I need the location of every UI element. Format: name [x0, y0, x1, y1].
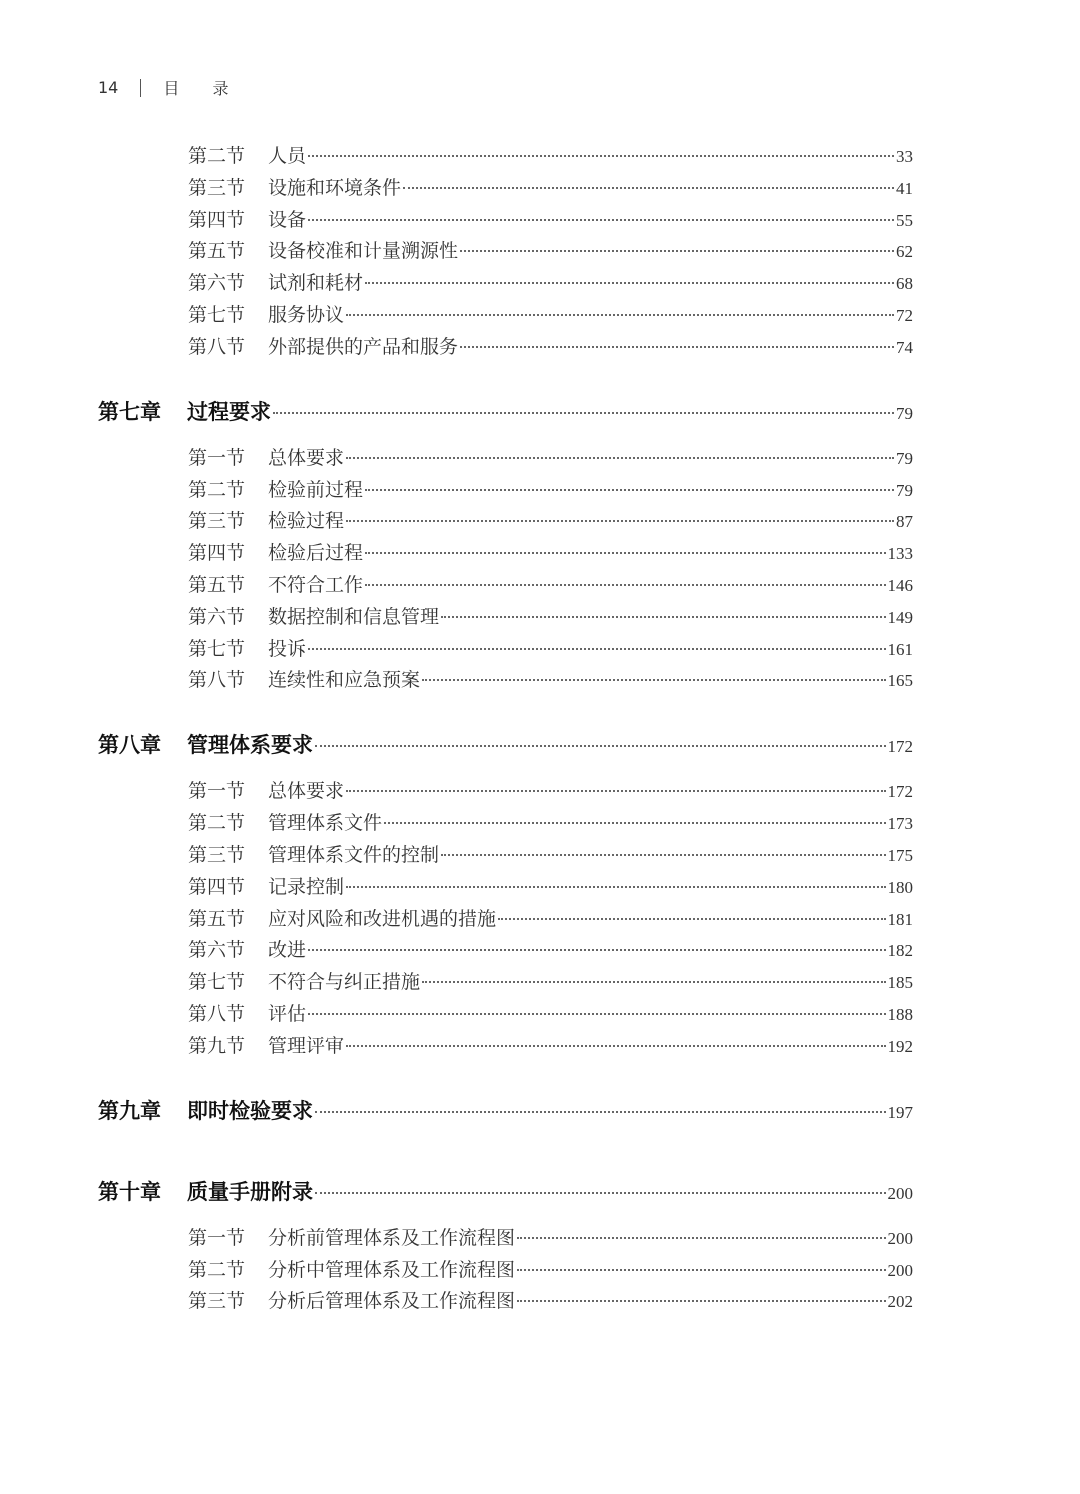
section-number: 第三节	[188, 844, 246, 866]
section-title: 分析中管理体系及工作流程图	[268, 1258, 516, 1281]
toc-section-row	[188, 141, 913, 168]
toc-section-row	[188, 1223, 913, 1250]
chapter-number: 第九章	[98, 1097, 161, 1123]
section-title: 数据控制和信息管理	[268, 605, 440, 628]
chapter-title: 过程要求	[187, 398, 271, 424]
section-title: 分析前管理体系及工作流程图	[268, 1226, 516, 1249]
toc-section-row	[188, 506, 913, 533]
section-title: 检验前过程	[268, 478, 364, 501]
section-title: 检验后过程	[268, 542, 364, 565]
dot-leader	[308, 1013, 885, 1015]
toc-section-row	[188, 443, 913, 470]
section-number: 第四节	[188, 875, 246, 898]
toc-chapter-row	[98, 1176, 913, 1206]
toc-section-row	[188, 904, 913, 931]
section-number: 第五节	[188, 574, 246, 596]
page-reference: 197	[887, 1102, 913, 1122]
toc-section-row	[188, 967, 913, 994]
toc-section-row	[188, 665, 913, 692]
page-reference: 165	[887, 671, 913, 691]
dot-leader	[517, 1300, 885, 1302]
section-number: 第一节	[188, 780, 246, 803]
dot-leader	[308, 155, 894, 157]
dot-leader	[441, 616, 885, 618]
section-number: 第七节	[188, 637, 246, 660]
section-number: 第二节	[188, 478, 246, 501]
chapter-number: 第七章	[98, 398, 161, 424]
page-reference: 79	[896, 403, 913, 423]
section-number: 第五节	[188, 240, 246, 263]
page-reference: 72	[896, 306, 913, 325]
page-reference: 173	[887, 814, 913, 834]
page-reference: 172	[887, 737, 913, 757]
page-reference: 41	[896, 178, 913, 198]
dot-leader	[365, 584, 885, 586]
dot-leader	[346, 314, 894, 316]
section-title: 服务协议	[268, 304, 345, 326]
page-reference: 62	[896, 242, 913, 262]
section-title: 外部提供的产品和服务	[268, 335, 459, 358]
toc-chapter-row	[98, 1095, 913, 1125]
section-number: 第四节	[188, 208, 246, 231]
section-number: 第三节	[188, 1290, 246, 1313]
toc-section-row	[188, 236, 913, 263]
page-reference: 200	[887, 1228, 913, 1248]
dot-leader	[365, 282, 894, 284]
section-number: 第二节	[188, 812, 246, 835]
section-title: 不符合与纠正措施	[268, 971, 421, 994]
section-title: 设备	[268, 208, 307, 231]
section-title: 人员	[268, 145, 307, 167]
dot-leader	[308, 949, 885, 951]
toc-section-row	[188, 840, 913, 867]
dot-leader	[517, 1269, 885, 1271]
section-title: 评估	[268, 1003, 307, 1025]
dot-leader	[460, 346, 894, 348]
toc-section-row	[188, 1255, 913, 1282]
toc-section-row	[188, 300, 913, 327]
header-title: 目 录	[163, 79, 243, 98]
dot-leader	[346, 790, 885, 792]
section-number: 第三节	[188, 510, 246, 533]
toc-section-row	[188, 935, 913, 962]
dot-leader	[346, 1045, 885, 1047]
page-reference: 68	[896, 274, 913, 294]
page-reference: 172	[887, 782, 913, 802]
chapter-title: 即时检验要求	[187, 1097, 313, 1123]
section-number: 第九节	[188, 1034, 246, 1057]
toc-section-row	[188, 1031, 913, 1058]
page-reference: 200	[887, 1183, 913, 1203]
toc-section-row	[188, 570, 913, 597]
section-title: 改进	[268, 939, 307, 962]
chapter-title: 质量手册附录	[187, 1178, 313, 1204]
section-number: 第八节	[188, 335, 246, 358]
section-number: 第一节	[188, 446, 246, 469]
toc-section-row	[188, 1286, 913, 1313]
page-reference: 202	[887, 1292, 913, 1312]
section-title: 检验过程	[268, 510, 345, 533]
dot-leader	[441, 854, 885, 856]
page-reference: 33	[896, 147, 913, 166]
page-reference: 79	[896, 448, 913, 468]
section-title: 记录控制	[268, 875, 345, 898]
toc-section-row	[188, 475, 913, 502]
section-number: 第五节	[188, 907, 246, 930]
section-title: 不符合工作	[268, 574, 364, 596]
header-divider	[140, 79, 141, 97]
page-reference: 181	[887, 909, 913, 929]
dot-leader	[384, 822, 885, 824]
toc-section-row	[188, 602, 913, 629]
section-number: 第七节	[188, 971, 246, 994]
toc-section-row	[188, 538, 913, 565]
chapter-title: 管理体系要求	[187, 732, 313, 758]
toc-section-row	[188, 872, 913, 899]
section-title: 应对风险和改进机遇的措施	[268, 907, 497, 930]
toc-section-row	[188, 268, 913, 295]
dot-leader	[346, 520, 894, 522]
toc-chapter-row	[98, 396, 913, 426]
page-reference: 185	[887, 973, 913, 993]
section-title: 投诉	[268, 637, 307, 660]
page-reference: 200	[887, 1260, 913, 1280]
section-number: 第四节	[188, 542, 246, 565]
chapter-number: 第十章	[98, 1178, 161, 1204]
chapter-number: 第八章	[98, 732, 161, 758]
section-number: 第八节	[188, 669, 246, 692]
section-number: 第六节	[188, 939, 246, 962]
page-reference: 133	[887, 544, 913, 564]
section-number: 第六节	[188, 272, 246, 295]
dot-leader	[403, 187, 894, 189]
page-reference: 188	[887, 1005, 913, 1024]
section-title: 设施和环境条件	[268, 176, 402, 199]
toc-section-row	[188, 808, 913, 835]
dot-leader	[365, 489, 894, 491]
toc-section-row	[188, 776, 913, 803]
section-number: 第七节	[188, 304, 246, 326]
page-reference: 175	[887, 846, 913, 865]
section-number: 第二节	[188, 1258, 246, 1281]
section-title: 设备校准和计量溯源性	[268, 240, 459, 263]
toc-section-row	[188, 205, 913, 232]
section-number: 第八节	[188, 1003, 246, 1025]
section-title: 分析后管理体系及工作流程图	[268, 1290, 516, 1313]
section-title: 总体要求	[268, 780, 345, 803]
toc-section-row	[188, 634, 913, 661]
toc-section-row	[188, 999, 913, 1026]
page-reference: 55	[896, 210, 913, 230]
dot-leader	[315, 1192, 886, 1194]
section-number: 第三节	[188, 176, 246, 199]
section-title: 管理评审	[268, 1034, 345, 1057]
dot-leader	[315, 745, 886, 747]
dot-leader	[422, 981, 885, 983]
page-number: 14	[98, 78, 119, 97]
dot-leader	[315, 1111, 886, 1113]
page-reference: 79	[896, 480, 913, 500]
section-title: 管理体系文件的控制	[268, 844, 440, 866]
dot-leader	[517, 1237, 885, 1239]
dot-leader	[498, 918, 885, 920]
page-reference: 87	[896, 512, 913, 532]
page-header	[98, 76, 242, 99]
dot-leader	[273, 412, 894, 414]
page-reference: 146	[887, 576, 913, 595]
section-number: 第二节	[188, 145, 246, 167]
dot-leader	[365, 552, 885, 554]
toc-chapter-row	[98, 729, 913, 759]
section-title: 总体要求	[268, 446, 345, 469]
section-title: 连续性和应急预案	[268, 669, 421, 692]
dot-leader	[308, 219, 894, 221]
page-reference: 149	[887, 607, 913, 627]
toc-section-row	[188, 332, 913, 359]
dot-leader	[346, 886, 885, 888]
dot-leader	[308, 648, 885, 650]
page-reference: 180	[887, 877, 913, 897]
section-number: 第六节	[188, 605, 246, 628]
page-reference: 74	[896, 337, 913, 357]
dot-leader	[422, 679, 885, 681]
section-title: 试剂和耗材	[268, 272, 364, 295]
toc-section-row	[188, 173, 913, 200]
dot-leader	[346, 457, 894, 459]
page-reference: 161	[887, 639, 913, 659]
section-number: 第一节	[188, 1226, 246, 1249]
section-title: 管理体系文件	[268, 812, 383, 835]
dot-leader	[460, 250, 894, 252]
page-reference: 182	[887, 941, 913, 961]
page-reference: 192	[887, 1036, 913, 1056]
